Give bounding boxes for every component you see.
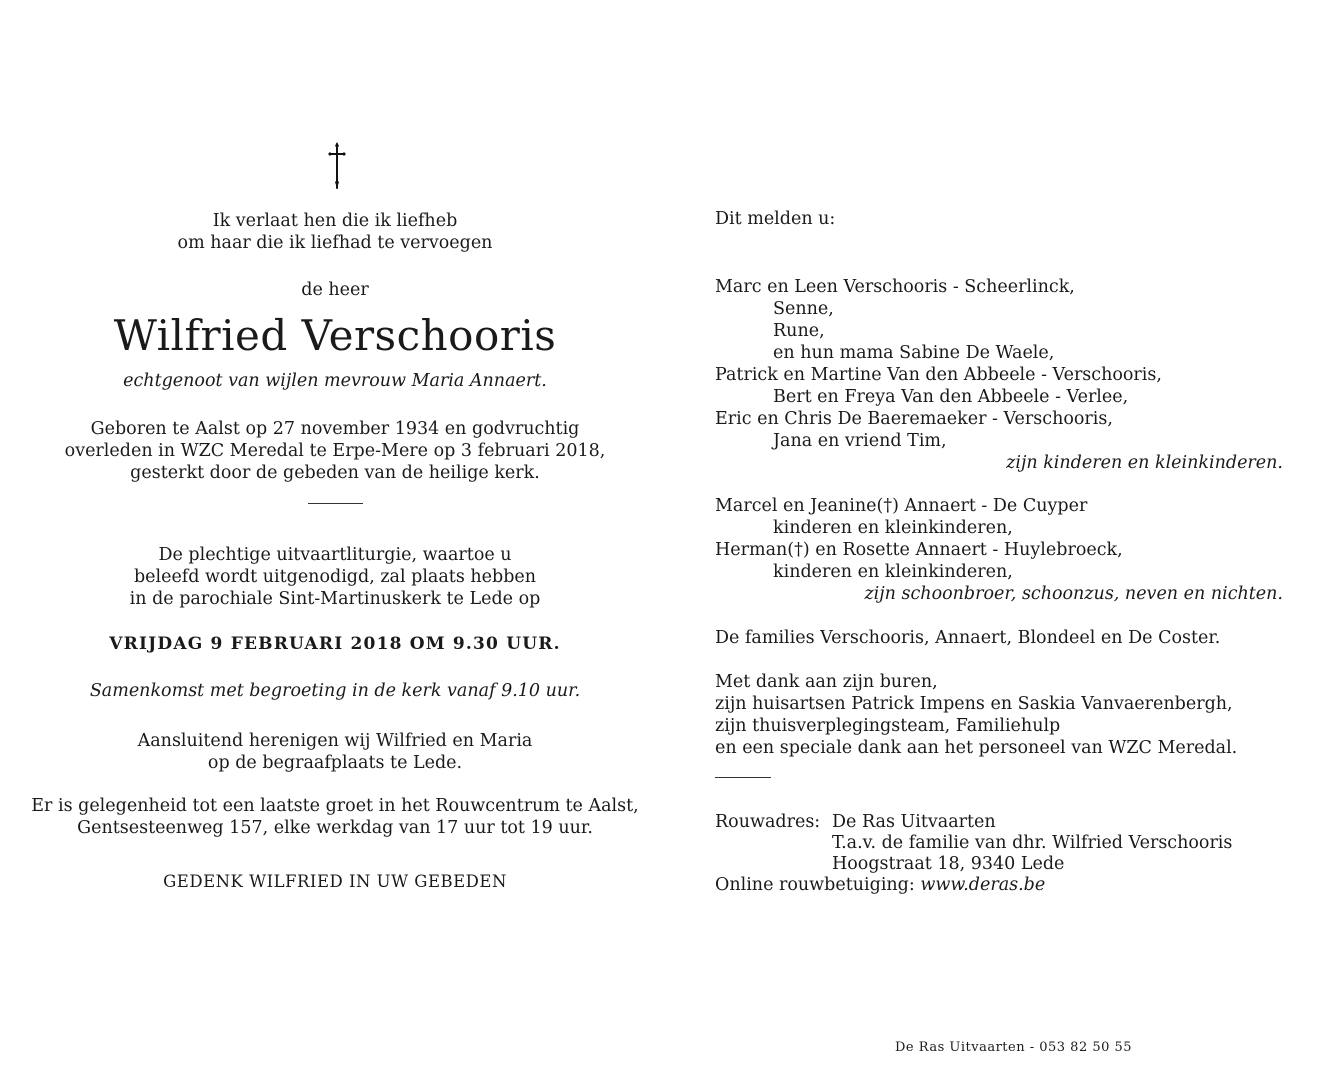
families-line: De families Verschooris, Annaert, Blondeel en De Coster. (715, 628, 1221, 648)
family-line: Marc en Leen Verschooris - Scheerlinck, (715, 277, 1075, 297)
address-line: Hoogstraat 18, 9340 Lede (832, 854, 1065, 874)
farewell-line-2: Gentsesteenweg 157, elke werkdag van 17 uur tot 19 uur. (77, 818, 593, 838)
thanks-line: zijn huisartsen Patrick Impens en Saskia Vanvaerenbergh, (715, 694, 1233, 714)
children-caption: zijn kinderen en kleinkinderen. (1006, 453, 1283, 473)
online-link[interactable]: www.deras.be (920, 875, 1046, 895)
ceremony-date: VRIJDAG 9 FEBRUARI 2018 OM 9.30 UUR. (109, 634, 561, 654)
birth-death-line-3: gesterkt door de gebeden van de heilige kerk. (130, 463, 540, 483)
thanks-line: en een speciale dank aan het personeel van WZC Meredal. (715, 738, 1238, 758)
family-line: Marcel en Jeanine(†) Annaert - De Cuyper (715, 496, 1088, 516)
family-line: Patrick en Martine Van den Abbeele - Verschooris, (715, 365, 1162, 385)
family-line: Bert en Freya Van den Abbeele - Verlee, (773, 387, 1129, 407)
quote-line-1: Ik verlaat hen die ik liefheb (212, 211, 458, 231)
intro-line: Dit melden u: (715, 209, 836, 229)
ceremony-line-3: in de parochiale Sint-Martinuskerk te Lede op (129, 589, 541, 609)
separator (308, 503, 363, 504)
online-line (715, 874, 1045, 896)
family-line: Senne, (773, 299, 834, 319)
family-line: en hun mama Sabine De Waele, (773, 343, 1055, 363)
burial-line-1: Aansluitend herenigen wij Wilfried en Maria (137, 731, 533, 751)
family-line: Herman(†) en Rosette Annaert - Huylebroeck, (715, 540, 1123, 560)
cross-icon (322, 142, 352, 190)
deceased-name: Wilfried Verschooris (113, 311, 557, 360)
title-prefix: de heer (301, 280, 369, 300)
family-line: kinderen en kleinkinderen, (773, 518, 1013, 538)
ceremony-line-2: beleefd wordt uitgenodigd, zal plaats hebben (133, 567, 537, 587)
birth-death-line-2: overleden in WZC Meredal te Erpe-Mere op 3 februari 2018, (64, 441, 606, 461)
quote-line-2: om haar die ik liefhad te vervoegen (177, 233, 493, 253)
spouse-line: echtgenoot van wijlen mevrouw Maria Annaert. (123, 371, 547, 391)
gathering-line: Samenkomst met begroeting in de kerk vanaf 9.10 uur. (89, 681, 581, 701)
burial-line-2: op de begraafplaats te Lede. (207, 753, 463, 773)
separator (715, 777, 771, 778)
family-line: kinderen en kleinkinderen, (773, 562, 1013, 582)
family-line: Jana en vriend Tim, (773, 431, 947, 451)
footer-contact: De Ras Uitvaarten - 053 82 50 55 (895, 1040, 1133, 1055)
thanks-line: zijn thuisverplegingsteam, Familiehulp (715, 716, 1061, 736)
online-label: Online rouwbetuiging: (715, 875, 915, 895)
birth-death-line-1: Geboren te Aalst op 27 november 1934 en godvruchtig (90, 419, 580, 439)
address-line: De Ras Uitvaarten (832, 812, 996, 832)
in-laws-caption: zijn schoonbroer, schoonzus, neven en nichten. (864, 584, 1283, 604)
remember-line: GEDENK WILFRIED IN UW GEBEDEN (163, 872, 507, 891)
family-line: Eric en Chris De Baeremaeker - Verschooris, (715, 409, 1113, 429)
farewell-line-1: Er is gelegenheid tot een laatste groet in het Rouwcentrum te Aalst, (31, 796, 639, 816)
family-line: Rune, (773, 321, 825, 341)
thanks-line: Met dank aan zijn buren, (715, 672, 938, 692)
address-line: T.a.v. de familie van dhr. Wilfried Verschooris (832, 833, 1233, 853)
address-label: Rouwadres: (715, 812, 821, 832)
ceremony-line-1: De plechtige uitvaartliturgie, waartoe u (158, 545, 512, 565)
